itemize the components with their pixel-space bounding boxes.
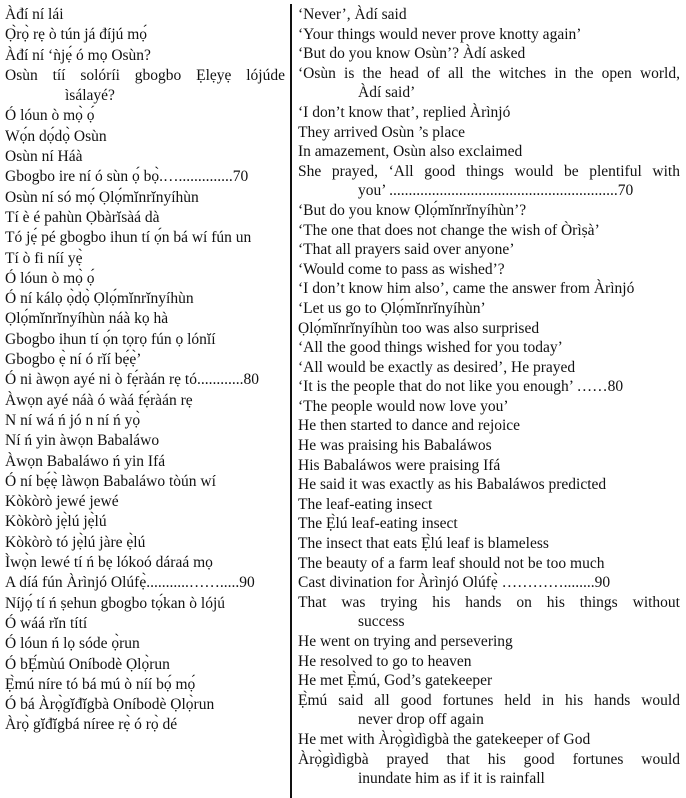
english-translation-line: ‘The people would now love you’ (298, 397, 509, 415)
yoruba-verse-line: Ó lóun ò mọ̀ ọ́ (5, 269, 95, 287)
yoruba-verse-line: Tó jẹ́ pé gbogbo ihun tí ọ́n bá wí fún un (5, 229, 252, 247)
yoruba-verse-line: Ní ń yin àwọn Babaláwo (5, 432, 160, 450)
english-translation-line: In amazement, Osùn also exclaimed (298, 143, 523, 161)
yoruba-verse-line: Ẹ̀mú níre tó bá mú ò níí bọ́ mọ́ (5, 675, 196, 693)
english-translation-line: The leaf-eating insect (298, 495, 433, 513)
english-translation-line: ‘But do you know Osùn’? Àdí asked (298, 45, 526, 63)
yoruba-verse-line: Àwọn ayé náà ó wàá fẹ́ràán rẹ (5, 391, 193, 409)
english-translation-line: inundate him as if it is rainfall (358, 770, 545, 788)
english-translation-line: ‘Let us go to Ọlọ́mĭnrĭnyíhùn’ (298, 299, 486, 317)
yoruba-verse-line: Tí è é pahùn Ọbàrĭsàá dà (5, 208, 160, 226)
yoruba-verse-line: Ó lóun ń lọ sóde ọ̀run (5, 635, 140, 653)
yoruba-verse-line: ìsálayé? (65, 87, 115, 105)
english-translation-line: That was trying his hands on his things without (298, 593, 680, 611)
english-translation-line: ‘I don’t know that’, replied Àrìnjó (298, 103, 511, 121)
yoruba-verse-line: Níjọ́ tí ń ṣehun gbogbo tọ́kan ò lójú (5, 594, 226, 612)
english-translation-line: ‘Never’, Àdí said (298, 6, 407, 23)
english-translation-column (298, 5, 680, 789)
english-translation-line: Àdí said’ (358, 84, 416, 102)
yoruba-verse-line: Ọlọ́mĭnrĭnyíhùn náà kọ hà (5, 310, 169, 328)
english-translation-line: never drop off again (358, 711, 484, 729)
english-translation-line: success (358, 613, 405, 631)
english-translation-line: He resolved to go to heaven (298, 652, 472, 670)
english-translation-line: ‘That all prayers said over anyone’ (298, 241, 515, 259)
english-translation-line: ‘Your things would never prove knotty again’ (298, 25, 582, 43)
english-translation-line: ‘It is the people that do not like you enough’ ……80 (298, 378, 624, 396)
yoruba-verse-line: N ní wá ń jó n ní ń yọ̀ (5, 411, 141, 429)
english-translation-line: ‘All would be exactly as desired’, He prayed (298, 358, 576, 376)
english-translation-line: ‘But do you know Ọlọ́mĭnrĭnyíhùn’? (298, 201, 527, 219)
yoruba-verse-line: Tí ò fi níí yẹ̀ (5, 249, 83, 267)
english-translation-line: He went on trying and persevering (298, 633, 513, 650)
yoruba-verse-column (5, 5, 285, 736)
yoruba-verse-line: Ó ní bẹ́ẹ̀ làwọn Babaláwo tòún wí (5, 472, 216, 490)
english-translation-line: ‘I don’t know him also’, came the answer from Àrìnjó (298, 280, 635, 298)
yoruba-verse-line: Gbogbo ẹ̀ ní ó rĭí bẹ́ẹ̀’ (5, 351, 142, 369)
yoruba-verse-line: Ó bá Àrọ̀gĭđĭgbà Oníbodè Ọlọ̀run (5, 696, 215, 714)
yoruba-verse-line: Ó bẸ́mùú Oníbodè Ọlọ̀run (5, 655, 170, 673)
english-translation-line: Àrọ̀gìdìgbà prayed that his good fortunes would (298, 750, 680, 768)
yoruba-verse-line: Ìwọ̀n lewé tí ń bẹ lókoó dáraá mọ (5, 554, 213, 572)
english-translation-line: He met with Àrọ̀gìdìgbà the gatekeeper of God (298, 730, 591, 748)
yoruba-verse-line: Ọ̀rọ̀ rẹ ò tún já đíjú mọ́ (5, 26, 148, 44)
yoruba-verse-line: Osùn ní Háà (5, 148, 83, 166)
english-translation-line: you’ ...........................................................70 (358, 182, 634, 200)
yoruba-verse-line: Kòkòrò jewé jewé (5, 493, 119, 511)
yoruba-verse-line: Àwọn Babaláwo ń yin Ifá (5, 452, 166, 470)
yoruba-verse-line: Ó ni àwọn ayé ni ò fẹ́ràán rẹ tó............80 (5, 371, 259, 389)
yoruba-verse-line: Àđí ní lái (5, 6, 64, 23)
english-translation-line: They arrived Osùn ’s place (298, 123, 465, 141)
yoruba-verse-line: A díá fún Àrìnjó Olúfẹ̀...........…….....90 (5, 574, 255, 592)
yoruba-verse-line: Ó ní kálọ ọ̀dọ̀ Ọlọ́mĭnrĭnyíhùn (5, 290, 194, 308)
english-translation-line: His Babaláwos were praising Ifá (298, 456, 501, 474)
english-translation-line: He met Ẹ̀mú, God’s gatekeeper (298, 672, 493, 690)
english-translation-line: He was praising his Babaláwos (298, 437, 492, 455)
yoruba-verse-line: Ó wáá rĭn títí (5, 614, 88, 632)
column-divider (290, 4, 292, 798)
english-translation-line: Ẹ̀mú said all good fortunes held in his hands would (298, 691, 680, 709)
english-translation-line: She prayed, ‘All good things would be plentiful with (298, 162, 680, 180)
english-translation-line: He then started to dance and rejoice (298, 417, 521, 435)
english-translation-line: The insect that eats Ẹ̀lú leaf is blameless (298, 535, 549, 553)
english-translation-line: ‘Would come to pass as wished’? (298, 260, 505, 278)
english-translation-line: Ọlọ́mĭnrĭnyíhùn too was also surprised (298, 319, 540, 337)
english-translation-line: The beauty of a farm leaf should not be too much (298, 554, 605, 572)
yoruba-verse-line: Àđí ní ‘ǹjẹ́ ó mọ Osùn? (5, 46, 151, 64)
english-translation-line: Cast divination for Àrìnjó Olúfẹ̀ …………........90 (298, 574, 611, 592)
yoruba-verse-line: Gbogbo ihun tí ọ́n tọrọ fún ọ lónĭí (5, 330, 216, 348)
english-translation-line: ‘Osùn is the head of all the witches in the open world, (298, 64, 680, 82)
yoruba-verse-line: Osùn ní só mọ́ Ọlọ́mĭnrĭnyíhùn (5, 188, 199, 206)
english-translation-line: He said it was exactly as his Babaláwos predicted (298, 476, 607, 494)
yoruba-verse-line: Ó lóun ò mọ̀ ọ́ (5, 107, 95, 125)
yoruba-verse-line: Wọ́n dọ́dọ̀ Osùn (5, 127, 107, 145)
yoruba-verse-line: Kòkòrò jẹ̀lú jẹ̀lú (5, 513, 107, 531)
english-translation-line: ‘All the good things wished for you today’ (298, 339, 563, 357)
yoruba-verse-line: Kòkòrò tó jẹ̀lú jàre ẹ̀lú (5, 533, 146, 551)
yoruba-verse-line: Àrọ̀ gĭđĭgbá níree rẹ̀ ó rọ̀ dé (5, 716, 178, 734)
yoruba-verse-line: Gbogbo ire ní ó sùn ọ́ bọ̀.…..............70 (5, 168, 249, 186)
english-translation-line: The Ẹ̀lú leaf-eating insect (298, 515, 458, 533)
english-translation-line: ‘The one that does not change the wish of Òrìṣà’ (298, 221, 600, 239)
yoruba-verse-line: Osùn tíí solóríi gbogbo Ẹlẹyẹ lójúde (5, 66, 285, 84)
